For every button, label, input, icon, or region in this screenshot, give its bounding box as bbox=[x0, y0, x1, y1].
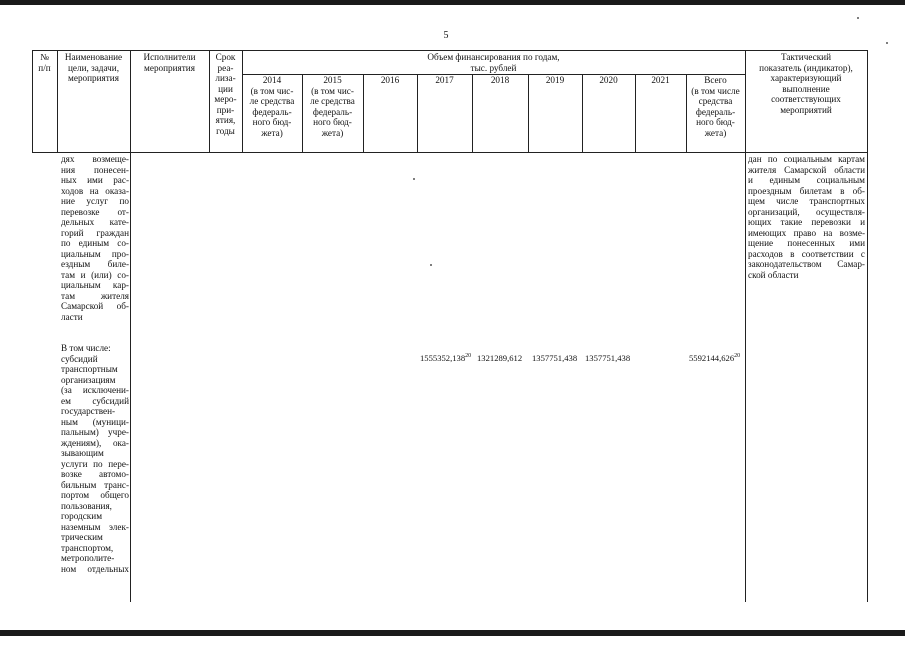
header-financing: Объем финансирования по годам, тыс. рублей bbox=[427, 52, 560, 73]
measure-name-text: дях возмеще- ния понесен- ных ими рас- ходов на оказа- ние услуг по перевозке от- дельных кате- горий граждан по единым со- циальным про- ездным биле- там и (или) со- циальным кар- там жителя Самарской об- ласти bbox=[61, 154, 129, 322]
col-border bbox=[582, 74, 583, 152]
col-border bbox=[867, 50, 868, 602]
scan-speck bbox=[857, 17, 859, 19]
header-year-2016: 2016 bbox=[380, 75, 400, 85]
scan-speck bbox=[886, 42, 888, 44]
col-border bbox=[745, 50, 746, 602]
value-2018: 1321289,612 bbox=[477, 353, 523, 363]
top-border-bar bbox=[0, 0, 905, 5]
header-name: Наименование цели, задачи, мероприятия bbox=[64, 52, 123, 83]
col-border bbox=[635, 74, 636, 152]
bottom-border-bar bbox=[0, 630, 905, 636]
header-year-2021: 2021 bbox=[651, 75, 670, 85]
financing-table bbox=[32, 50, 868, 650]
header-term: Срок реа- лиза- ции меро- при- ятия, годы bbox=[214, 52, 237, 136]
page-number: 5 bbox=[443, 30, 449, 41]
value-2017: 1555352,138$^{20}$ bbox=[420, 353, 472, 363]
scan-speck bbox=[430, 264, 432, 266]
header-year-2020: 2020 bbox=[599, 75, 618, 85]
col-border bbox=[472, 74, 473, 152]
col-border bbox=[528, 74, 529, 152]
row-border bbox=[32, 50, 868, 51]
col-border bbox=[417, 74, 418, 152]
header-year-2017: 2017 bbox=[435, 75, 454, 85]
header-year-2019: 2019 bbox=[545, 75, 565, 85]
indicator-text: дан по социальным картам жителя Самарской области и единым социальным проездным билетам в об- щем числе транспортных организаций, осуществля- ющих такие перевозки и имеющих право на возме- щение понесенных ими расходов в соответствии с законодательством Самар- ской области bbox=[748, 154, 865, 280]
header-num: № п/п bbox=[38, 52, 51, 73]
scan-speck bbox=[413, 178, 415, 180]
header-year-2015: 2015 (в том чис- ле средства федераль- ного бюд- жета) bbox=[310, 75, 355, 138]
col-border bbox=[363, 74, 364, 152]
value-2020: 1357751,438 bbox=[585, 353, 631, 363]
header-executors: Исполнители мероприятия bbox=[143, 52, 196, 73]
col-border bbox=[130, 50, 131, 602]
header-total: Всего (в том числе средства федераль- ного бюд- жета) bbox=[691, 75, 740, 138]
value-2019: 1357751,438 bbox=[532, 353, 578, 363]
header-indicator: Тактический показатель (индикатор), характеризующий выполнение соответствующих мероприятий bbox=[759, 52, 853, 115]
header-year-2018: 2018 bbox=[490, 75, 510, 85]
row-border bbox=[32, 152, 868, 153]
header-year-2014: 2014 (в том чис- ле средства федераль- ного бюд- жета) bbox=[249, 75, 295, 138]
subsidy-name-text: В том числе: субсидий транспортным организациям (за исключени- ем субсидий государствен- ным (муници- пальным) учре- ждениям), ока- зывающим услуги по пере- возке автомо- бильным транс- портом общего пользования, городским наземным элек- трическим транспортом, метрополите- ном отдельных bbox=[61, 343, 129, 574]
value-total: 5592144,626$^{20}$ bbox=[689, 353, 741, 363]
